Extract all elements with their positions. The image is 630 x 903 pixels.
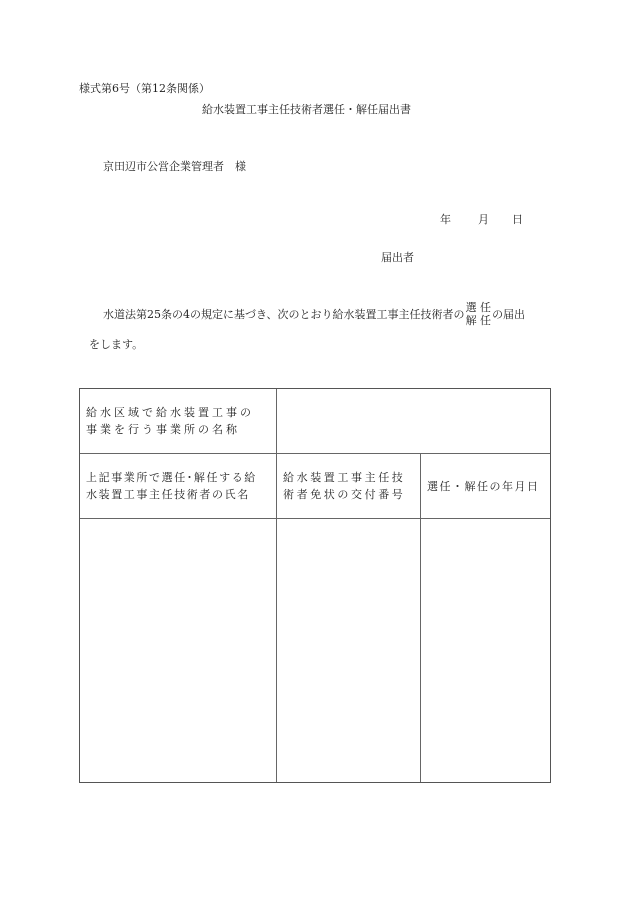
office-name-label [86,404,254,438]
body-text-line2: をします。 [89,338,144,351]
body-text-before: 水道法第25条の4の規定に基づき、次のとおり給水装置工事主任技術者の [103,308,465,321]
office-name-label-line2: 事業を行う事業所の名称 [86,423,240,436]
license-number-header-line1: 給水装置工事主任技 [283,471,406,484]
office-name-label-line1: 給水区域で給水装置工事の [86,406,254,419]
body-text-line1 [103,301,525,327]
license-number-header-line2: 術者免状の交付番号 [283,488,406,501]
option-dismiss: 解 任 [465,314,492,327]
notifier-label: 届出者 [381,251,414,264]
technician-name-header [86,469,257,503]
technician-name-field[interactable] [80,519,276,782]
license-number-header [283,469,405,503]
appointment-date-header: 選任・解任の年月日 [427,480,540,493]
office-name-field[interactable] [277,389,550,453]
appointment-date-field[interactable] [421,519,550,782]
document-title: 給水装置工事主任技術者選任・解任届出書 [202,103,411,116]
technician-name-header-line1: 上記事業所で選任･解任する給 [86,471,257,484]
form-number: 様式第6号（第12条関係） [79,82,210,95]
notification-table [79,388,551,783]
date-day-label: 日 [512,213,523,226]
license-number-field[interactable] [277,519,420,782]
appointment-selector [466,301,492,327]
addressee: 京田辺市公営企業管理者 様 [103,160,246,173]
option-appoint: 選 任 [465,301,492,314]
body-text-after: の届出 [492,308,526,321]
date-month-label: 月 [478,213,489,226]
technician-name-header-line2: 水装置工事主任技術者の氏名 [86,488,250,501]
date-year-label: 年 [440,213,451,226]
